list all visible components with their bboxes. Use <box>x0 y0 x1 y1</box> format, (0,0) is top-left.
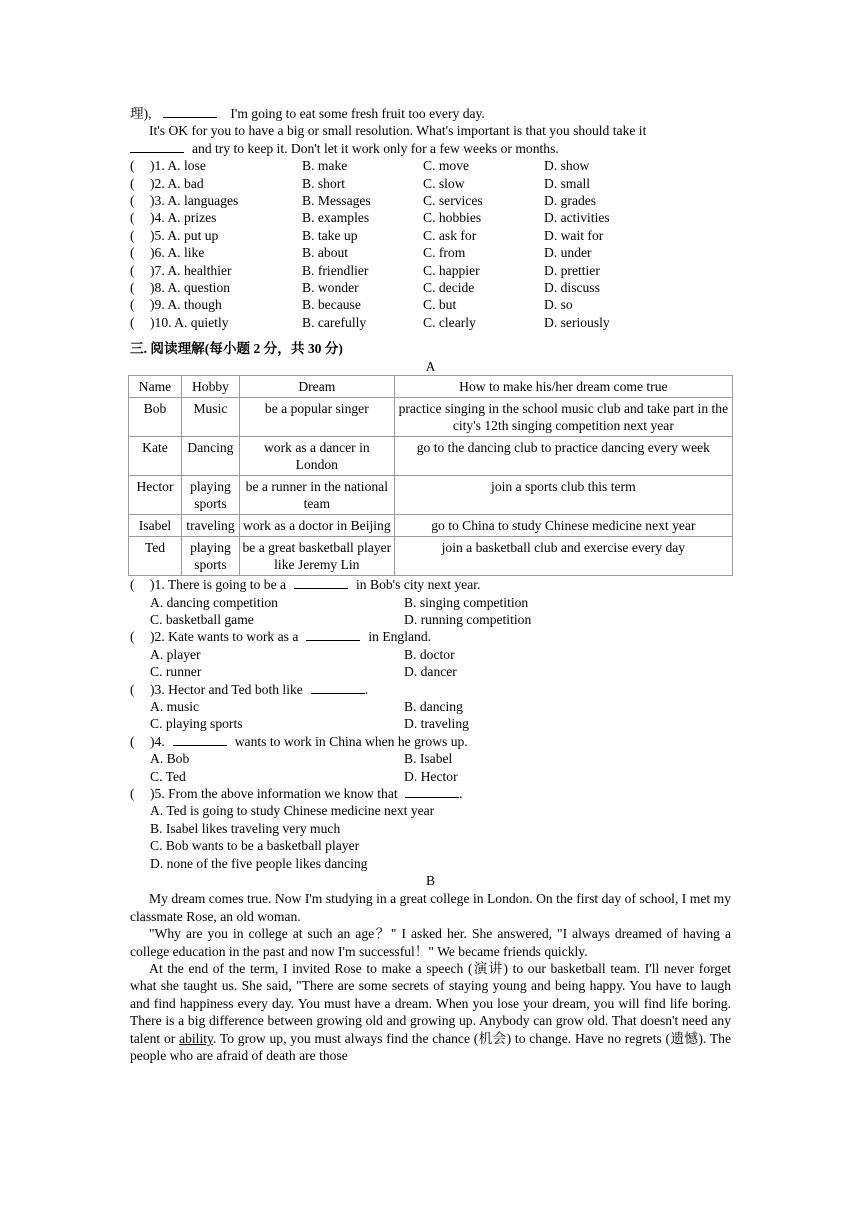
cloze-question-row <box>130 314 731 331</box>
answer-paren[interactable]: ( <box>130 175 135 191</box>
table-cell: Isabel <box>129 515 182 537</box>
question-line <box>130 576 731 593</box>
answer-paren[interactable]: ( <box>130 733 135 749</box>
question-text: in Bob's city next year. <box>356 577 481 593</box>
table-cell: be a runner in the national team <box>239 476 394 515</box>
table-cell: Ted <box>129 537 182 576</box>
question-line <box>130 785 731 802</box>
underlined-word: ability <box>179 1030 213 1046</box>
reading-a-questions <box>130 576 731 785</box>
cloze-text: I'm going to eat some fresh fruit too every day. <box>230 106 485 121</box>
cloze-text: and try to keep it. Don't let it work only for a few weeks or months. <box>192 140 559 156</box>
cloze-option[interactable]: B. examples <box>302 210 370 226</box>
cloze-option[interactable]: C. decide <box>423 280 475 296</box>
table-cell: practice singing in the school music club and take part in the city's 12th singing competition next year <box>394 398 732 437</box>
table-row <box>129 537 733 576</box>
answer-paren[interactable]: ( <box>130 314 135 330</box>
cloze-option[interactable]: C. but <box>423 297 457 313</box>
table-body <box>129 398 733 576</box>
section-title: 三. 阅读理解(每小题 2 分，共 30 分) <box>130 341 343 357</box>
cloze-option[interactable]: B. Messages <box>302 193 371 209</box>
question-text: )4. <box>150 733 165 749</box>
option[interactable]: D. Hector <box>404 768 458 784</box>
reading-question <box>130 576 731 628</box>
cloze-option[interactable]: D. so <box>544 297 573 313</box>
passage-paragraph: "Why are you in college at such an age？" I asked her. She answered, "I always dreamed of having a college education in the past and now I'm successful！" We became friends quickly. <box>130 926 731 959</box>
cloze-option: )10. A. quietly <box>150 314 229 330</box>
cloze-option[interactable]: D. wait for <box>544 227 604 243</box>
answer-paren[interactable]: ( <box>130 280 135 296</box>
cloze-question-list <box>130 157 731 331</box>
cloze-option: )7. A. healthier <box>150 262 232 278</box>
options <box>150 698 731 733</box>
passage-text: At the end of the term, I invited Rose to make a speech (演讲) to our basketball team. I'll never forget what she taught us. She said, "There are some secrets of staying young and being happy. You have to laugh and find happiness every day. You must have a dream. When you lose your dream, you will find life boring. There is a big difference between growing old and growing up. Anybody can grow old. That doesn't need any talent or <box>130 961 731 1046</box>
reading-question <box>130 628 731 680</box>
cloze-option[interactable]: D. discuss <box>544 280 600 296</box>
table-cell: Hector <box>129 476 182 515</box>
cloze-option[interactable]: B. wonder <box>302 280 359 296</box>
table-row <box>129 476 733 515</box>
cloze-option[interactable]: C. from <box>423 245 466 261</box>
question-text: . <box>459 785 463 801</box>
cloze-option[interactable]: B. short <box>302 175 346 191</box>
cloze-line-3 <box>130 140 731 157</box>
cloze-option: )1. A. lose <box>150 158 206 174</box>
cloze-option[interactable]: B. about <box>302 245 349 261</box>
option-row <box>150 768 731 785</box>
passage-text: . To grow up, you must always find the chance (机会) to change. Have no regrets (遗憾). The people who are afraid of death are those <box>130 1030 731 1064</box>
answer-paren[interactable]: ( <box>130 262 135 278</box>
answer-paren[interactable]: ( <box>130 245 135 261</box>
cloze-option[interactable]: D. activities <box>544 210 610 226</box>
table-cell: Kate <box>129 437 182 476</box>
cloze-option[interactable]: C. clearly <box>423 314 476 330</box>
cloze-option[interactable]: B. take up <box>302 227 358 243</box>
cloze-option[interactable]: D. under <box>544 245 592 261</box>
option[interactable]: B. Isabel <box>404 751 453 767</box>
part-a-label: A <box>425 358 436 374</box>
cloze-option[interactable]: B. friendlier <box>302 262 369 278</box>
question-text: wants to work in China when he grows up. <box>234 733 468 749</box>
cloze-option: )8. A. question <box>150 280 231 296</box>
cloze-option[interactable]: C. slow <box>423 175 465 191</box>
table-cell: be a great basketball player like Jeremy Lin <box>239 537 394 576</box>
table-cell: go to the dancing club to practice dancing every week <box>394 437 732 476</box>
option[interactable]: C. Bob wants to be a basketball player <box>150 838 360 854</box>
reading-question <box>130 733 731 785</box>
question-line <box>130 681 731 698</box>
table-row <box>129 515 733 537</box>
option[interactable]: D. running competition <box>404 611 532 627</box>
cloze-option: )4. A. prizes <box>150 210 217 226</box>
cloze-question-row <box>130 209 731 226</box>
cloze-option[interactable]: D. small <box>544 175 591 191</box>
options <box>150 646 731 681</box>
answer-blank[interactable] <box>311 681 365 694</box>
table-row <box>129 398 733 437</box>
cloze-question-row <box>130 296 731 313</box>
option-row <box>150 594 731 611</box>
option[interactable]: C. basketball game <box>150 611 254 627</box>
option[interactable]: C. playing sports <box>150 716 243 732</box>
cloze-option[interactable]: C. ask for <box>423 227 477 243</box>
table-cell: join a sports club this term <box>394 476 732 515</box>
cloze-option[interactable]: B. because <box>302 297 361 313</box>
table-cell: Music <box>181 398 239 437</box>
option[interactable]: A. Bob <box>150 751 190 767</box>
table-header-cell: Dream <box>239 376 394 398</box>
cloze-option: )9. A. though <box>150 297 222 313</box>
option-row <box>150 646 731 663</box>
answer-blank[interactable] <box>405 785 459 798</box>
answer-paren[interactable]: ( <box>130 210 135 226</box>
cloze-option[interactable]: C. hobbies <box>423 210 482 226</box>
option[interactable]: C. Ted <box>150 768 186 784</box>
option[interactable]: B. singing competition <box>404 594 529 610</box>
cloze-question-row <box>130 262 731 279</box>
answer-paren[interactable]: ( <box>130 785 135 801</box>
options <box>150 802 731 872</box>
table-cell: be a popular singer <box>239 398 394 437</box>
option[interactable]: D. none of the five people likes dancing <box>150 855 368 871</box>
table-header-cell: How to make his/her dream come true <box>394 376 732 398</box>
question-text: )2. Kate wants to work as a <box>150 629 299 645</box>
option[interactable]: B. dancing <box>404 698 463 714</box>
table-cell: playing sports <box>181 537 239 576</box>
options <box>150 750 731 785</box>
option-row <box>150 698 731 715</box>
question-text: )5. From the above information we know that <box>150 785 398 801</box>
option[interactable]: D. dancer <box>404 664 457 680</box>
cloze-option[interactable]: C. happier <box>423 262 480 278</box>
option[interactable]: D. traveling <box>404 716 469 732</box>
question-line <box>130 628 731 645</box>
option[interactable]: A. Ted is going to study Chinese medicine next year <box>150 803 435 819</box>
answer-paren[interactable]: ( <box>130 158 135 174</box>
table-cell: work as a doctor in Beijing <box>239 515 394 537</box>
question-text: )1. There is going to be a <box>150 577 287 593</box>
passage-paragraph <box>130 960 731 1064</box>
cloze-question-row <box>130 279 731 296</box>
option-row <box>150 611 731 628</box>
cloze-option[interactable]: D. seriously <box>544 314 610 330</box>
cloze-option[interactable]: D. grades <box>544 193 597 209</box>
answer-paren[interactable]: ( <box>130 227 135 243</box>
table-cell: Dancing <box>181 437 239 476</box>
reading-question <box>130 681 731 733</box>
table-header-cell: Name <box>129 376 182 398</box>
cloze-option[interactable]: B. make <box>302 158 348 174</box>
answer-paren[interactable]: ( <box>130 629 135 645</box>
question-text: . <box>364 681 369 697</box>
answer-blank[interactable] <box>163 105 217 118</box>
table-cell: join a basketball club and exercise every day <box>394 537 732 576</box>
cloze-question-row <box>130 157 731 174</box>
option[interactable]: A. player <box>150 646 201 662</box>
option[interactable]: C. runner <box>150 664 202 680</box>
cloze-option[interactable]: C. move <box>423 158 470 174</box>
table-cell: go to China to study Chinese medicine next year <box>394 515 732 537</box>
table-cell: Bob <box>129 398 182 437</box>
answer-blank[interactable] <box>294 576 348 589</box>
cloze-option: )3. A. languages <box>150 193 239 209</box>
cloze-option[interactable]: D. prettier <box>544 262 600 278</box>
option[interactable]: A. music <box>150 698 200 714</box>
cloze-question-row <box>130 244 731 261</box>
passage-paragraph: My dream comes true. Now I'm studying in a great college in London. On the first day of school, I met my classmate Rose, an old woman. <box>130 891 731 924</box>
cloze-option: )6. A. like <box>150 245 205 261</box>
cloze-option[interactable]: D. show <box>544 158 590 174</box>
table-cell: work as a dancer in London <box>239 437 394 476</box>
dream-table <box>128 375 733 576</box>
table-row <box>129 437 733 476</box>
cloze-option[interactable]: B. carefully <box>302 314 367 330</box>
part-b-label: B <box>425 873 436 888</box>
cloze-option: )2. A. bad <box>150 175 204 191</box>
exam-page <box>130 105 731 1064</box>
cloze-question-row <box>130 175 731 192</box>
option-row <box>150 715 731 732</box>
table-cell: traveling <box>181 515 239 537</box>
answer-blank[interactable] <box>173 733 227 746</box>
table-header-row <box>129 376 733 398</box>
options <box>150 594 731 629</box>
answer-paren[interactable]: ( <box>130 297 135 313</box>
cloze-text: 理), <box>130 106 152 121</box>
answer-paren[interactable]: ( <box>130 193 135 209</box>
cloze-line-1 <box>130 105 731 122</box>
table-header-cell: Hobby <box>181 376 239 398</box>
answer-blank[interactable] <box>306 628 360 641</box>
answer-paren[interactable]: ( <box>130 681 135 697</box>
option-row <box>150 663 731 680</box>
option[interactable]: B. Isabel likes traveling very much <box>150 820 341 836</box>
answer-blank[interactable] <box>130 140 184 153</box>
question-5 <box>130 785 731 872</box>
question-text: )3. Hector and Ted both like <box>150 681 303 697</box>
answer-paren[interactable]: ( <box>130 577 135 593</box>
option-row <box>150 750 731 767</box>
cloze-option[interactable]: C. services <box>423 193 483 209</box>
table-cell: playing sports <box>181 476 239 515</box>
cloze-question-row <box>130 227 731 244</box>
cloze-option: )5. A. put up <box>150 227 219 243</box>
question-text: in England. <box>368 629 432 645</box>
option[interactable]: A. dancing competition <box>150 594 278 610</box>
cloze-line-2: It's OK for you to have a big or small resolution. What's important is that you should take it <box>149 123 647 139</box>
option[interactable]: B. doctor <box>404 646 455 662</box>
cloze-question-row <box>130 192 731 209</box>
question-line <box>130 733 731 750</box>
